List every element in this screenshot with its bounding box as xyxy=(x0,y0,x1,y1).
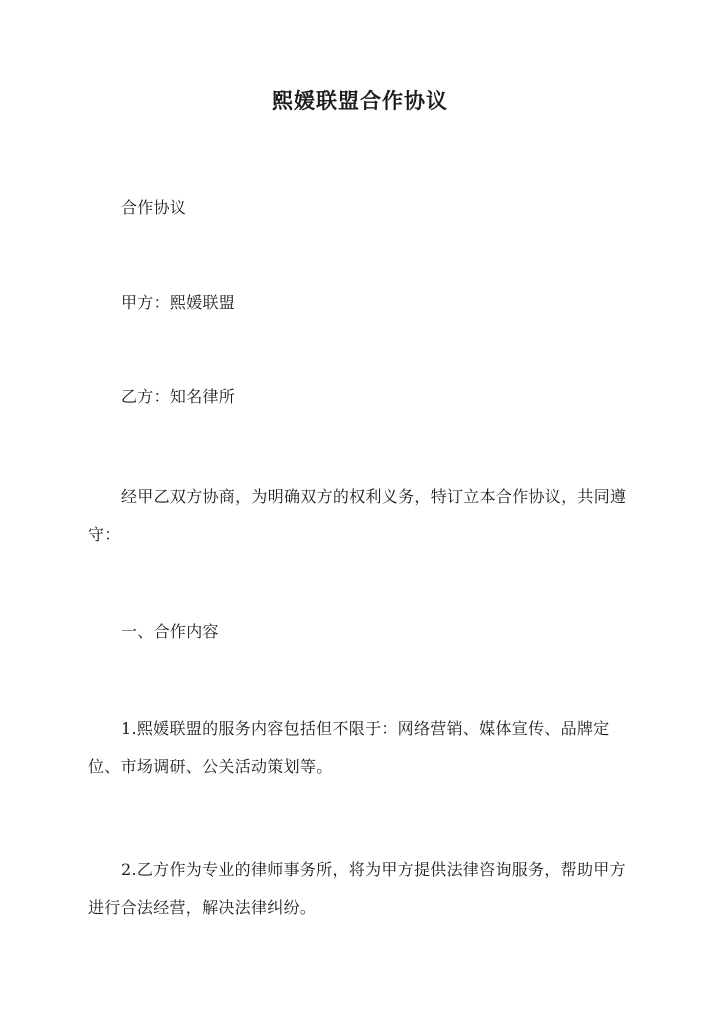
section-heading: 一、合作内容 xyxy=(121,622,219,641)
preamble-paragraph: 经甲乙双方协商，为明确双方的权利义务，特订立本合作协议，共同遵守： xyxy=(88,487,627,544)
party-a-line: 甲方：熙媛联盟 xyxy=(121,293,236,312)
party-b-line: 乙方：知名律所 xyxy=(121,387,236,406)
document-title: 熙媛联盟合作协议 xyxy=(272,88,448,113)
paragraph-heading: 合作协议 xyxy=(121,198,187,217)
clause-1-paragraph: 1.熙媛联盟的服务内容包括但不限于：网络营销、媒体宣传、品牌定位、市场调研、公关活动策划等。 xyxy=(88,719,610,776)
clause-2-paragraph: 2.乙方作为专业的律师事务所，将为甲方提供法律咨询服务，帮助甲方进行合法经营，解决法律纠纷。 xyxy=(88,860,626,917)
